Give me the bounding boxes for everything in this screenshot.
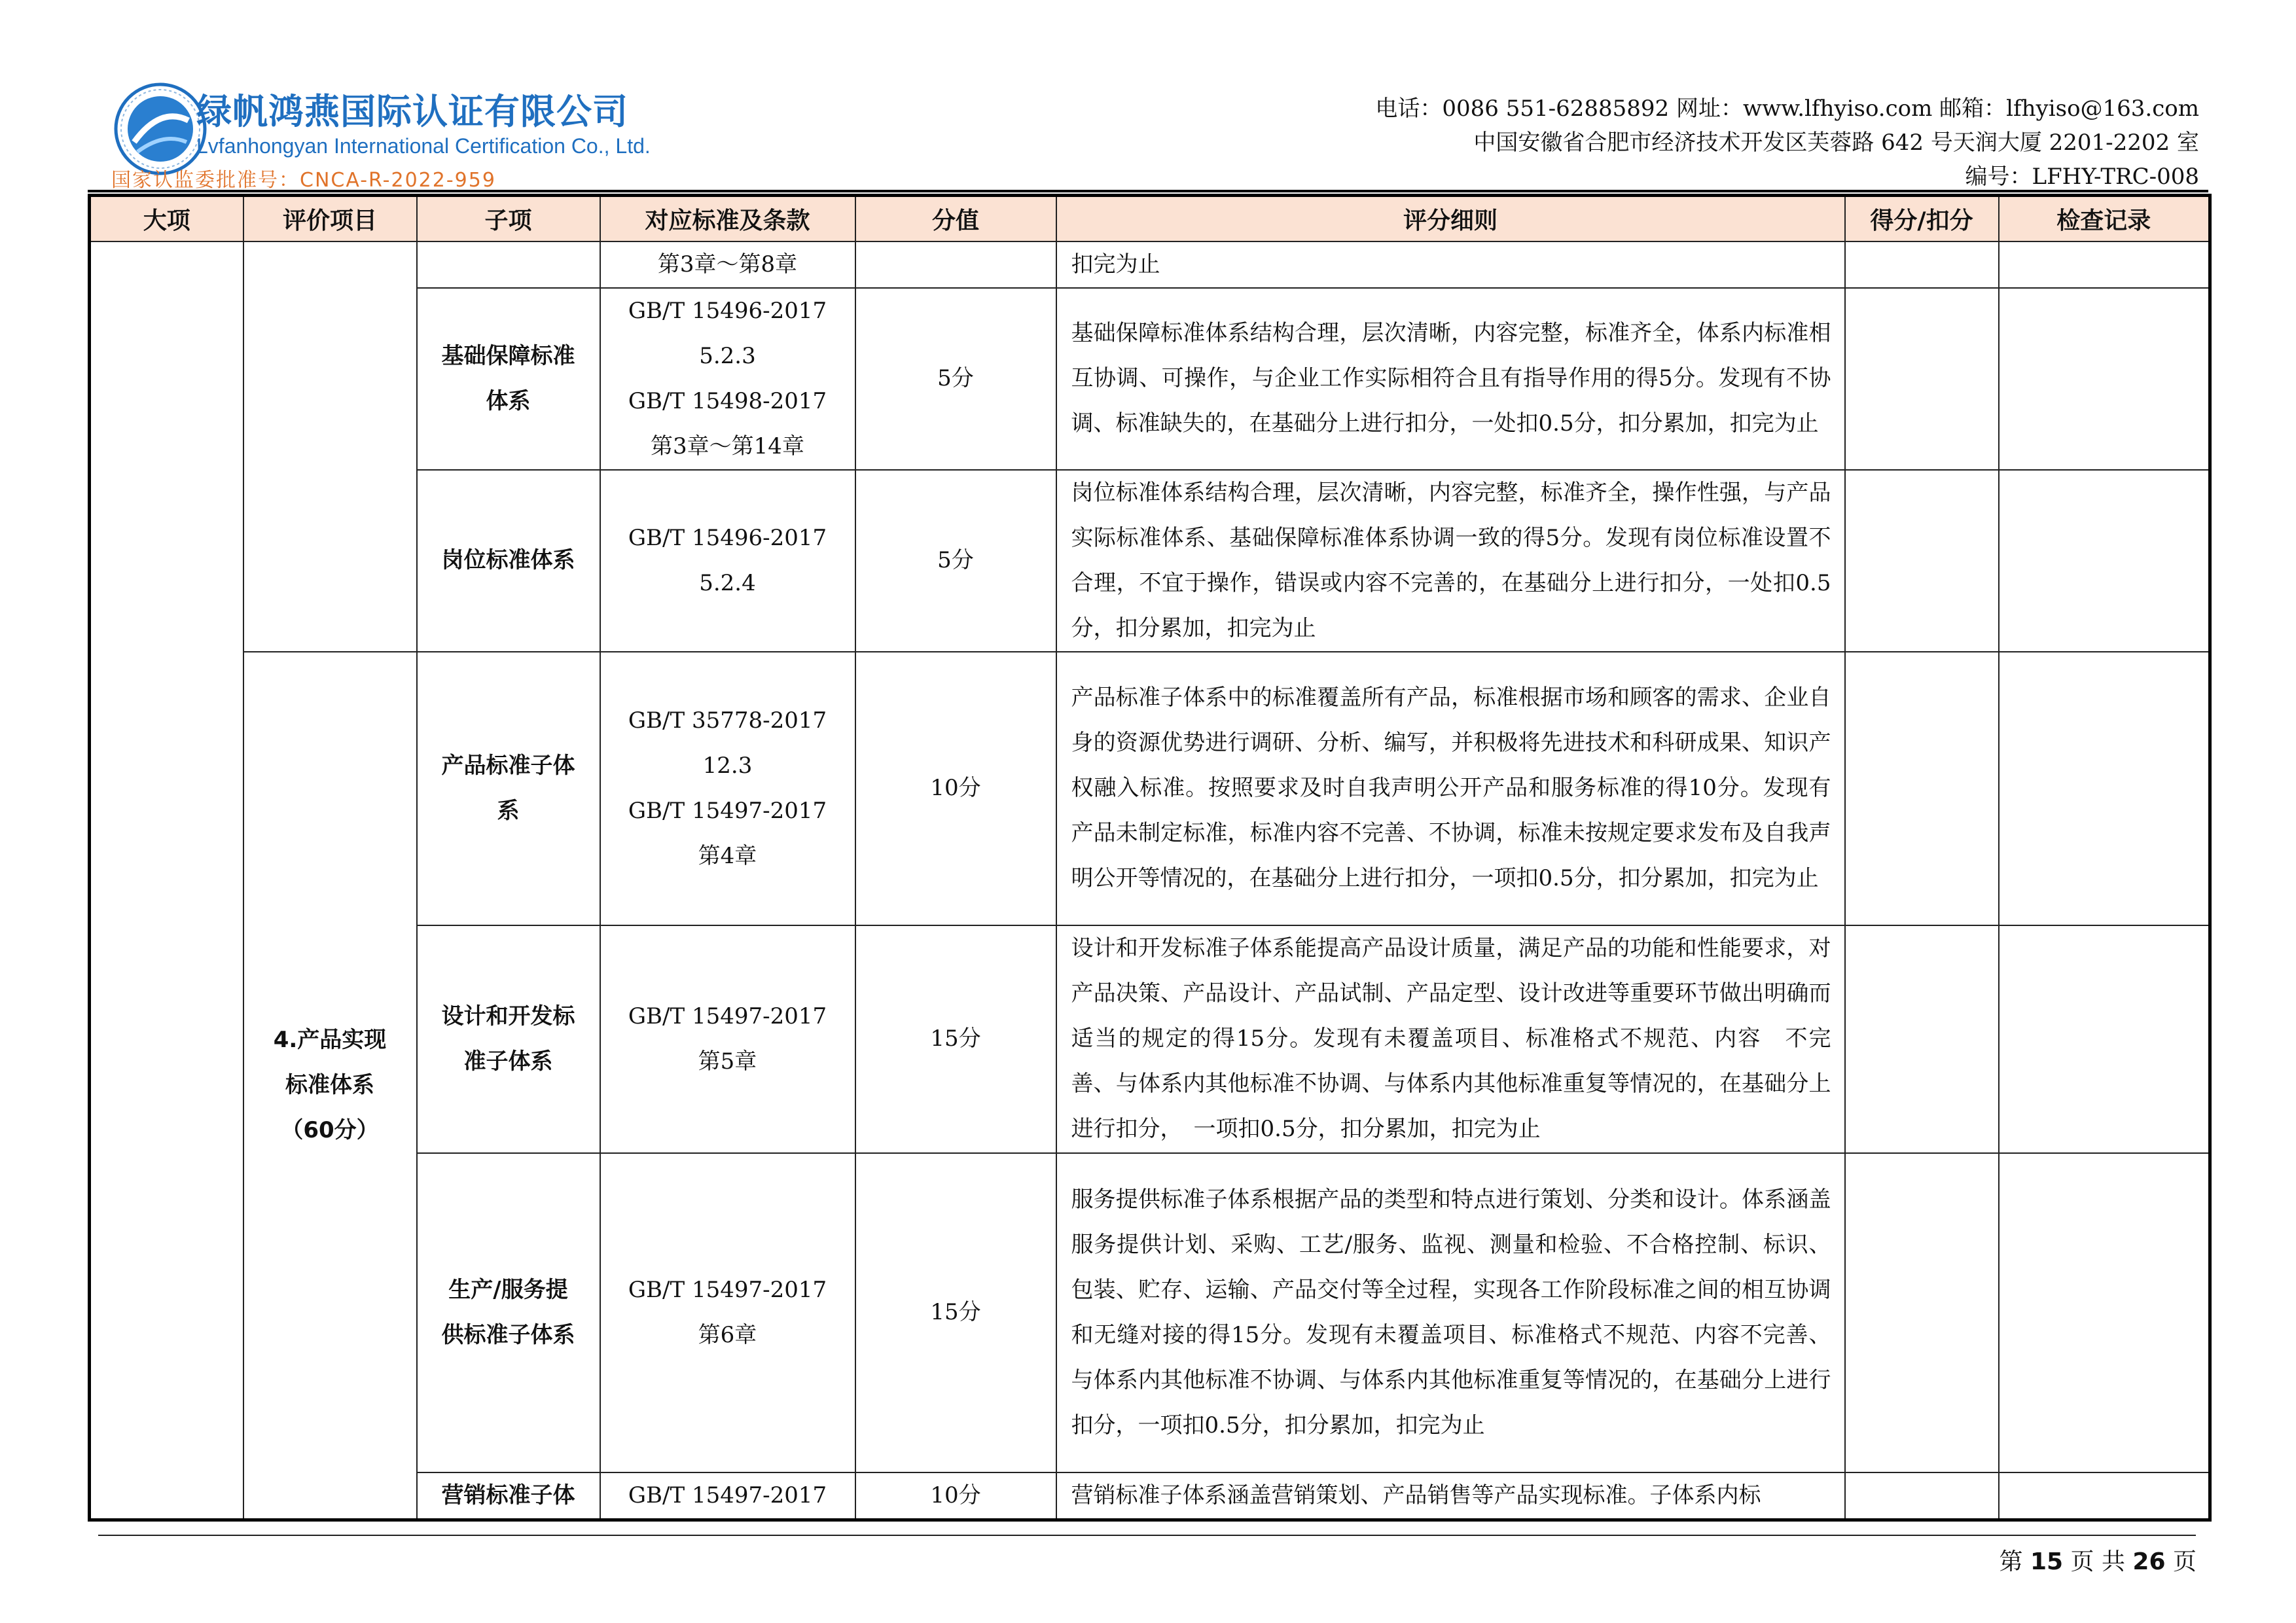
col-header: 评分细则	[1056, 196, 1845, 241]
col-header: 得分/扣分	[1845, 196, 1999, 241]
sub-item-cell: 基础保障标准 体系	[417, 288, 600, 470]
standard-cell: GB/T 15497-2017	[600, 1472, 855, 1520]
deduction-cell[interactable]	[1845, 241, 1999, 288]
sub-item-cell: 生产/服务提 供标准子体系	[417, 1153, 600, 1472]
sub-item-cell: 岗位标准体系	[417, 470, 600, 652]
col-header: 子项	[417, 196, 600, 241]
score-cell: 10分	[855, 1472, 1056, 1520]
eval-item-product-realization: 4.产品实现 标准体系 （60分）	[243, 652, 417, 1520]
score-cell: 5分	[855, 288, 1056, 470]
table-row	[90, 241, 2210, 288]
col-header: 检查记录	[1999, 196, 2210, 241]
record-cell[interactable]	[1999, 288, 2210, 470]
rule-cell: 服务提供标准子体系根据产品的类型和特点进行策划、分类和设计。体系涵盖服务提供计划、采购、工艺/服务、监视、测量和检验、不合格控制、标识、包装、贮存、运输、产品交付等全过程，实现各工作阶段标准之间的相互协调和无缝对接的得15分。发现有未覆盖项目、标准格式不规范、内容不完善、与体系内其他标准不协调、与体系内其他标准重复等情况的，在基础分上进行扣分，一项扣0.5分，扣分累加，扣完为止	[1056, 1153, 1845, 1472]
standard-cell: GB/T 15496-2017 5.2.3 GB/T 15498-2017 第3章～第14章	[600, 288, 855, 470]
current-page: 15	[2030, 1548, 2064, 1575]
record-cell[interactable]	[1999, 241, 2210, 288]
standard-cell: 第3章～第8章	[600, 241, 855, 288]
score-cell: 5分	[855, 470, 1056, 652]
standard-cell: GB/T 15497-2017 第5章	[600, 925, 855, 1153]
record-cell[interactable]	[1999, 1153, 2210, 1472]
category-cell	[90, 241, 243, 1520]
deduction-cell[interactable]	[1845, 1472, 1999, 1520]
deduction-cell[interactable]	[1845, 288, 1999, 470]
standard-cell: GB/T 15496-2017 5.2.4	[600, 470, 855, 652]
evaluation-table	[88, 194, 2212, 1522]
rule-cell: 产品标准子体系中的标准覆盖所有产品，标准根据市场和顾客的需求、企业自身的资源优势进行调研、分析、编写，并积极将先进技术和科研成果、知识产权融入标准。按照要求及时自我声明公开产品和服务标准的得10分。发现有产品未制定标准，标准内容不完善、不协调，标准未按规定要求发布及自我声明公开等情况的，在基础分上进行扣分，一项扣0.5分，扣分累加，扣完为止	[1056, 652, 1845, 925]
sub-item-cell: 营销标准子体	[417, 1472, 600, 1520]
footer-divider	[98, 1535, 2196, 1536]
table-row	[90, 652, 2210, 925]
record-cell[interactable]	[1999, 925, 2210, 1153]
page-header	[0, 0, 2296, 190]
rule-cell: 设计和开发标准子体系能提高产品设计质量，满足产品的功能和性能要求，对产品决策、产品设计、产品试制、产品定型、设计改进等重要环节做出明确而适当的规定的得15分。发现有未覆盖项目、标准格式不规范、内容 不完善、与体系内其他标准不协调、与体系内其他标准重复等情况的，在基础分上进行扣分， 一项扣0.5分，扣分累加，扣完为止	[1056, 925, 1845, 1153]
score-cell: 15分	[855, 1153, 1056, 1472]
eval-item-cell	[243, 241, 417, 652]
standard-cell: GB/T 15497-2017 第6章	[600, 1153, 855, 1472]
sub-item-cell	[417, 241, 600, 288]
record-cell[interactable]	[1999, 470, 2210, 652]
standard-cell: GB/T 35778-2017 12.3 GB/T 15497-2017 第4章	[600, 652, 855, 925]
record-cell[interactable]	[1999, 652, 2210, 925]
sub-item-cell: 设计和开发标 准子体系	[417, 925, 600, 1153]
deduction-cell[interactable]	[1845, 652, 1999, 925]
score-cell	[855, 241, 1056, 288]
col-header: 对应标准及条款	[600, 196, 855, 241]
deduction-cell[interactable]	[1845, 470, 1999, 652]
deduction-cell[interactable]	[1845, 1153, 1999, 1472]
document-number: 编号：LFHY-TRC-008	[1965, 164, 2199, 190]
company-name-cn: 绿帆鸿燕国际认证有限公司	[196, 91, 628, 132]
page-label-suffix: 页	[2172, 1548, 2197, 1575]
col-header: 分值	[855, 196, 1056, 241]
rule-cell: 扣完为止	[1056, 241, 1845, 288]
sub-item-cell: 产品标准子体 系	[417, 652, 600, 925]
contact-line-address: 中国安徽省合肥市经济技术开发区芙蓉路 642 号天润大厦 2201-2202 室	[1473, 130, 2199, 156]
approval-number: 国家认监委批准号：CNCA-R-2022-959	[111, 169, 496, 192]
contact-info	[1375, 92, 2199, 194]
table-header-row	[90, 196, 2210, 241]
page-label-prefix: 第	[1999, 1548, 2023, 1575]
col-header: 评价项目	[243, 196, 417, 241]
company-name-en: Lvfanhongyan International Certification Co., Ltd.	[196, 134, 651, 158]
deduction-cell[interactable]	[1845, 925, 1999, 1153]
score-cell: 15分	[855, 925, 1056, 1153]
col-header: 大项	[90, 196, 243, 241]
record-cell[interactable]	[1999, 1472, 2210, 1520]
total-pages: 26	[2132, 1548, 2166, 1575]
header-divider	[88, 190, 2208, 192]
contact-line-phone: 电话：0086 551-62885892 网址：www.lfhyiso.com 邮箱：lfhyiso@163.com	[1375, 96, 2199, 122]
company-logo	[105, 72, 651, 192]
score-cell: 10分	[855, 652, 1056, 925]
page-label-mid: 页 共	[2070, 1548, 2125, 1575]
page-number	[1999, 1543, 2197, 1577]
rule-cell: 岗位标准体系结构合理，层次清晰，内容完整，标准齐全，操作性强，与产品实际标准体系、基础保障标准体系协调一致的得5分。发现有岗位标准设置不合理，不宜于操作，错误或内容不完善的，在基础分上进行扣分，一处扣0.5分，扣分累加，扣完为止	[1056, 470, 1845, 652]
rule-cell: 营销标准子体系涵盖营销策划、产品销售等产品实现标准。子体系内标	[1056, 1472, 1845, 1520]
rule-cell: 基础保障标准体系结构合理，层次清晰，内容完整，标准齐全，体系内标准相互协调、可操作，与企业工作实际相符合且有指导作用的得5分。发现有不协调、标准缺失的，在基础分上进行扣分，一处扣0.5分，扣分累加，扣完为止	[1056, 288, 1845, 470]
